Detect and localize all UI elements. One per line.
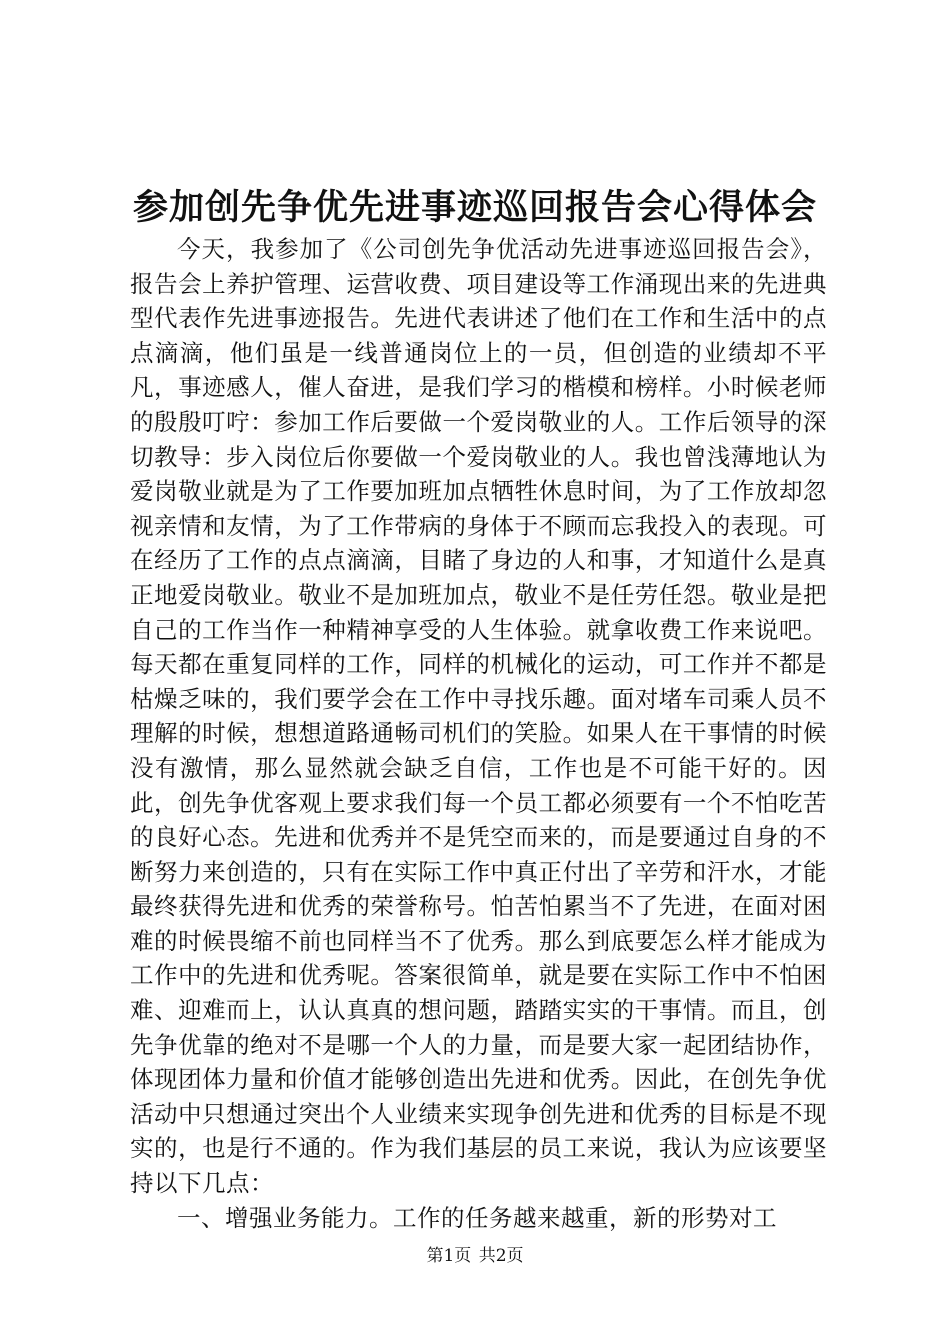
- document-title: 参加创先争优先进事迹巡回报告会心得体会: [132, 187, 817, 228]
- document-body: [130, 232, 827, 1235]
- page-footer: [0, 1244, 950, 1268]
- page-number: 第1页: [426, 1246, 472, 1266]
- page-total: 共2页: [478, 1246, 524, 1266]
- paragraph-2: 一、增强业务能力。工作的任务越来越重，新的形势对工: [177, 1203, 777, 1232]
- paragraph-1: 今天，我参加了《公司创先争优活动先进事迹巡回报告会》，报告会上养护管理、运营收费、项目建设等工作涌现出来的先进典型代表作先进事迹报告。先进代表讲述了他们在工作和生活中的点点滴滴，他们虽是一线普通岗位上的一员，但创造的业绩却不平凡，事迹感人，催人奋进，是我们学习的楷模和榜样。小时候老师的殷殷叮咛：参加工作后要做一个爱岗敬业的人。工作后领导的深切教导：步入岗位后你要做一个爱岗敬业的人。我也曾浅薄地认为爱岗敬业就是为了工作要加班加点牺牲休息时间，为了工作放却忽视亲情和友情，为了工作带病的身体于不顾而忘我投入的表现。可在经历了工作的点点滴滴，目睹了身边的人和事，才知道什么是真正地爱岗敬业。敬业不是加班加点，敬业不是任劳任怨。敬业是把自己的工作当作一种精神享受的人生体验。就拿收费工作来说吧。每天都在重复同样的工作，同样的机械化的运动，可工作并不都是枯燥乏味的，我们要学会在工作中寻找乐趣。面对堵车司乘人员不理解的时候，想想道路通畅司机们的笑脸。如果人在干事情的时候没有激情，那么显然就会缺乏自信，工作也是不可能干好的。因此，创先争优客观上要求我们每一个员工都必须要有一个不怕吃苦的良好心态。先进和优秀并不是凭空而来的，而是要通过自身的不断努力来创造的，只有在实际工作中真正付出了辛劳和汗水，才能最终获得先进和优秀的荣誉称号。怕苦怕累当不了先进，在面对困难的时候畏缩不前也同样当不了优秀。那么到底要怎么样才能成为工作中的先进和优秀呢。答案很简单，就是要在实际工作中不怕困难、迎难而上，认认真真的想问题，踏踏实实的干事情。而且，创先争优靠的绝对不是哪一个人的力量，而是要大家一起团结协作，体现团体力量和价值才能够创造出先进和优秀。因此，在创先争优活动中只想通过突出个人业绩来实现争创先进和优秀的目标是不现实的，也是行不通的。作为我们基层的员工来说，我认为应该要坚持以下几点：: [130, 235, 827, 1198]
